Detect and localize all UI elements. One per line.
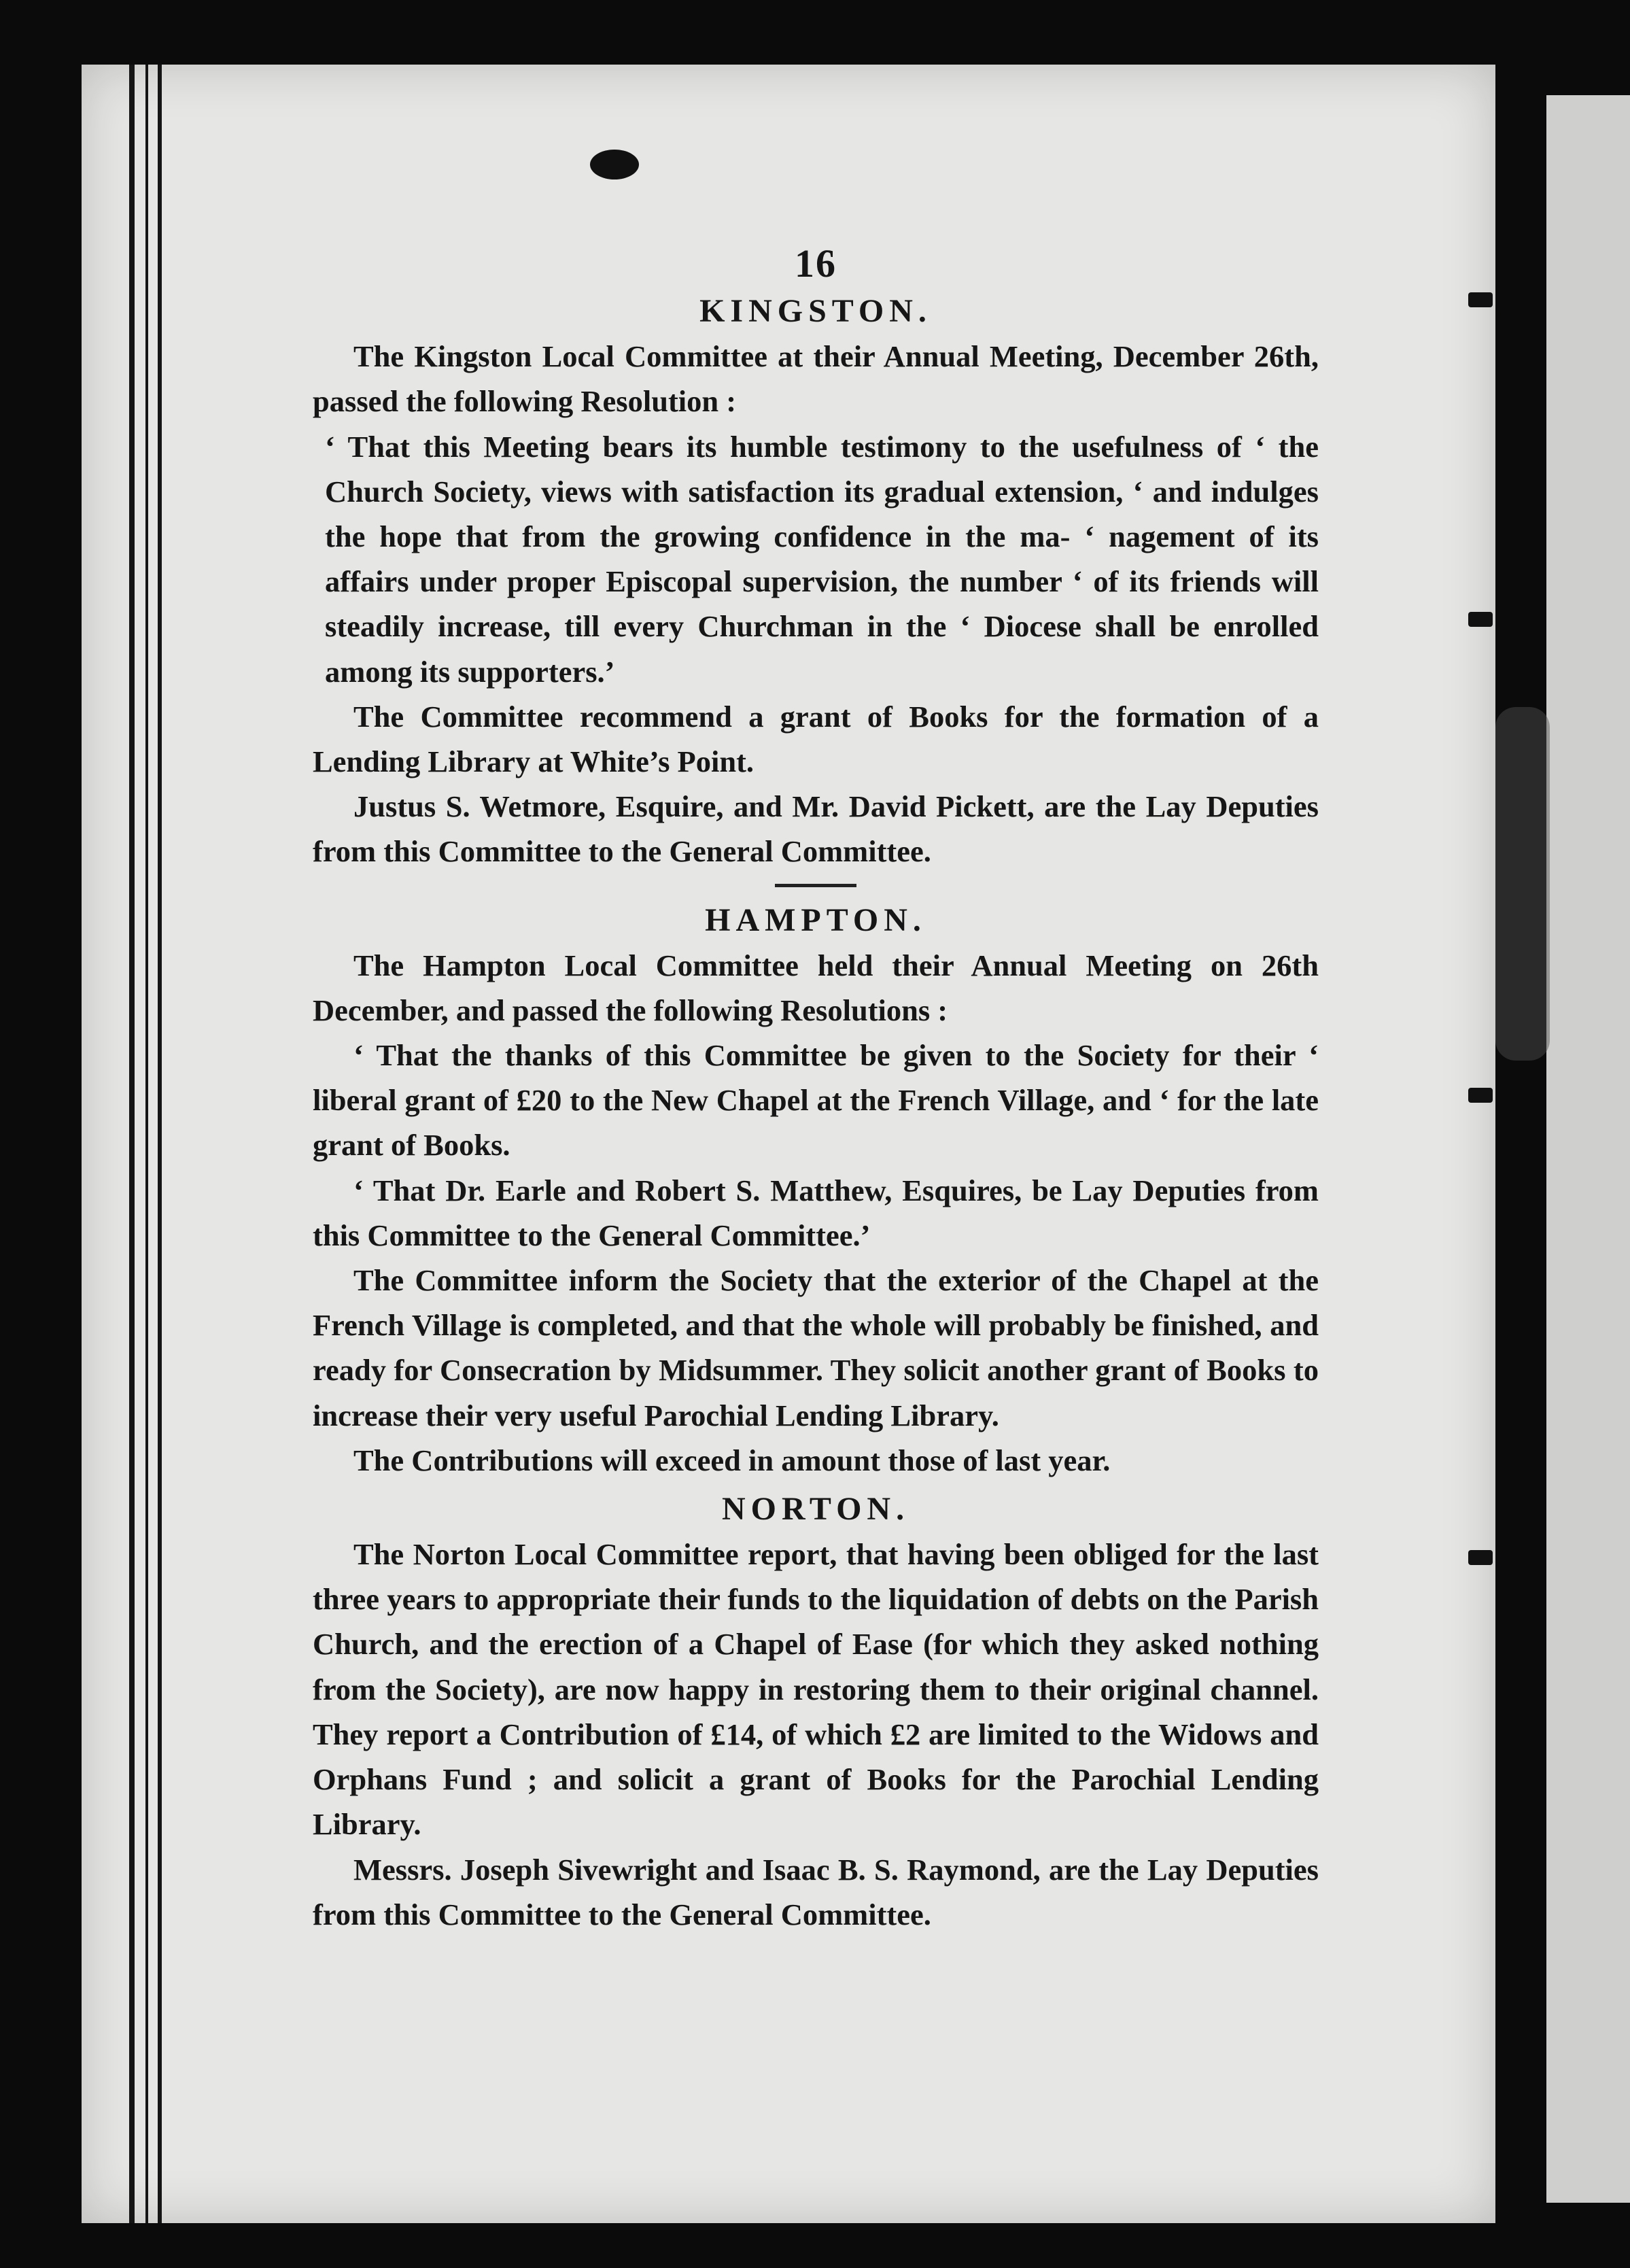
edge-tab bbox=[1468, 292, 1493, 307]
paragraph: The Norton Local Committee report, that having been obliged for the last three years to appropriate their funds to the liquidation of debts on the Parish Church, and the erection of a Chapel of Ease (for which they asked nothing from the Society), are now happy in restoring them to their original channel. They report a Contribution of £14, of which £2 are limited to the Widows and Orphans Fund ; and solicit a grant of Books for the Parochial Lending Library. bbox=[313, 1537, 1319, 1842]
resolution-quote: ‘ That Dr. Earle and Robert S. Matthew, Esquires, be Lay Deputies from this Committee to the General Committee.’ bbox=[313, 1173, 1319, 1252]
edge-tab bbox=[1468, 1550, 1493, 1565]
binding-line bbox=[129, 65, 135, 2223]
paragraph: The Kingston Local Committee at their Annual Meeting, December 26th, passed the following Resolution : bbox=[313, 339, 1319, 419]
paragraph: Justus S. Wetmore, Esquire, and Mr. David Pickett, are the Lay Deputies from this Committee to the General Committee. bbox=[313, 789, 1319, 869]
document-text bbox=[313, 241, 1319, 1937]
paragraph: The Committee recommend a grant of Books for the formation of a Lending Library at White’s Point. bbox=[313, 699, 1319, 779]
page-stain bbox=[1495, 707, 1550, 1061]
ink-blot bbox=[590, 150, 639, 179]
binding-line bbox=[158, 65, 162, 2223]
page-number: 16 bbox=[795, 241, 837, 286]
section-heading-kingston: KINGSTON. bbox=[699, 293, 932, 330]
paragraph: The Committee inform the Society that the exterior of the Chapel at the French Village is completed, and that the whole will probably be finished, and ready for Consecration by Midsummer. They solicit another grant of Books to increase their very useful Parochial Lending Library. bbox=[313, 1263, 1319, 1432]
paragraph: The Contributions will exceed in amount those of last year. bbox=[353, 1443, 1111, 1477]
section-divider bbox=[775, 884, 856, 887]
section-heading-hampton: HAMPTON. bbox=[705, 901, 926, 938]
edge-tab bbox=[1468, 612, 1493, 627]
adjacent-page-edge bbox=[1546, 95, 1630, 2203]
resolution-quote: ‘ That this Meeting bears its humble testimony to the usefulness of ‘ the Church Society, views with satisfaction its gradual extension, ‘ and indulges the hope that from the growing confidence in the ma- ‘ nagement of its affairs under proper Episcopal supervision, the number ‘ of its friends will steadily increase, till every Churchman in the ‘ Diocese shall be enrolled among its supporters.’ bbox=[325, 429, 1319, 689]
paragraph: Messrs. Joseph Sivewright and Isaac B. S. Raymond, are the Lay Deputies from this Committee to the General Committee. bbox=[313, 1852, 1319, 1931]
edge-tab bbox=[1468, 1088, 1493, 1103]
section-heading-norton: NORTON. bbox=[721, 1491, 910, 1528]
paragraph: The Hampton Local Committee held their Annual Meeting on 26th December, and passed the following Resolutions : bbox=[313, 948, 1319, 1027]
binding-line bbox=[145, 65, 148, 2223]
resolution-quote: ‘ That the thanks of this Committee be given to the Society for their ‘ liberal grant of £20 to the New Chapel at the French Village, and ‘ for the late grant of Books. bbox=[313, 1038, 1319, 1163]
